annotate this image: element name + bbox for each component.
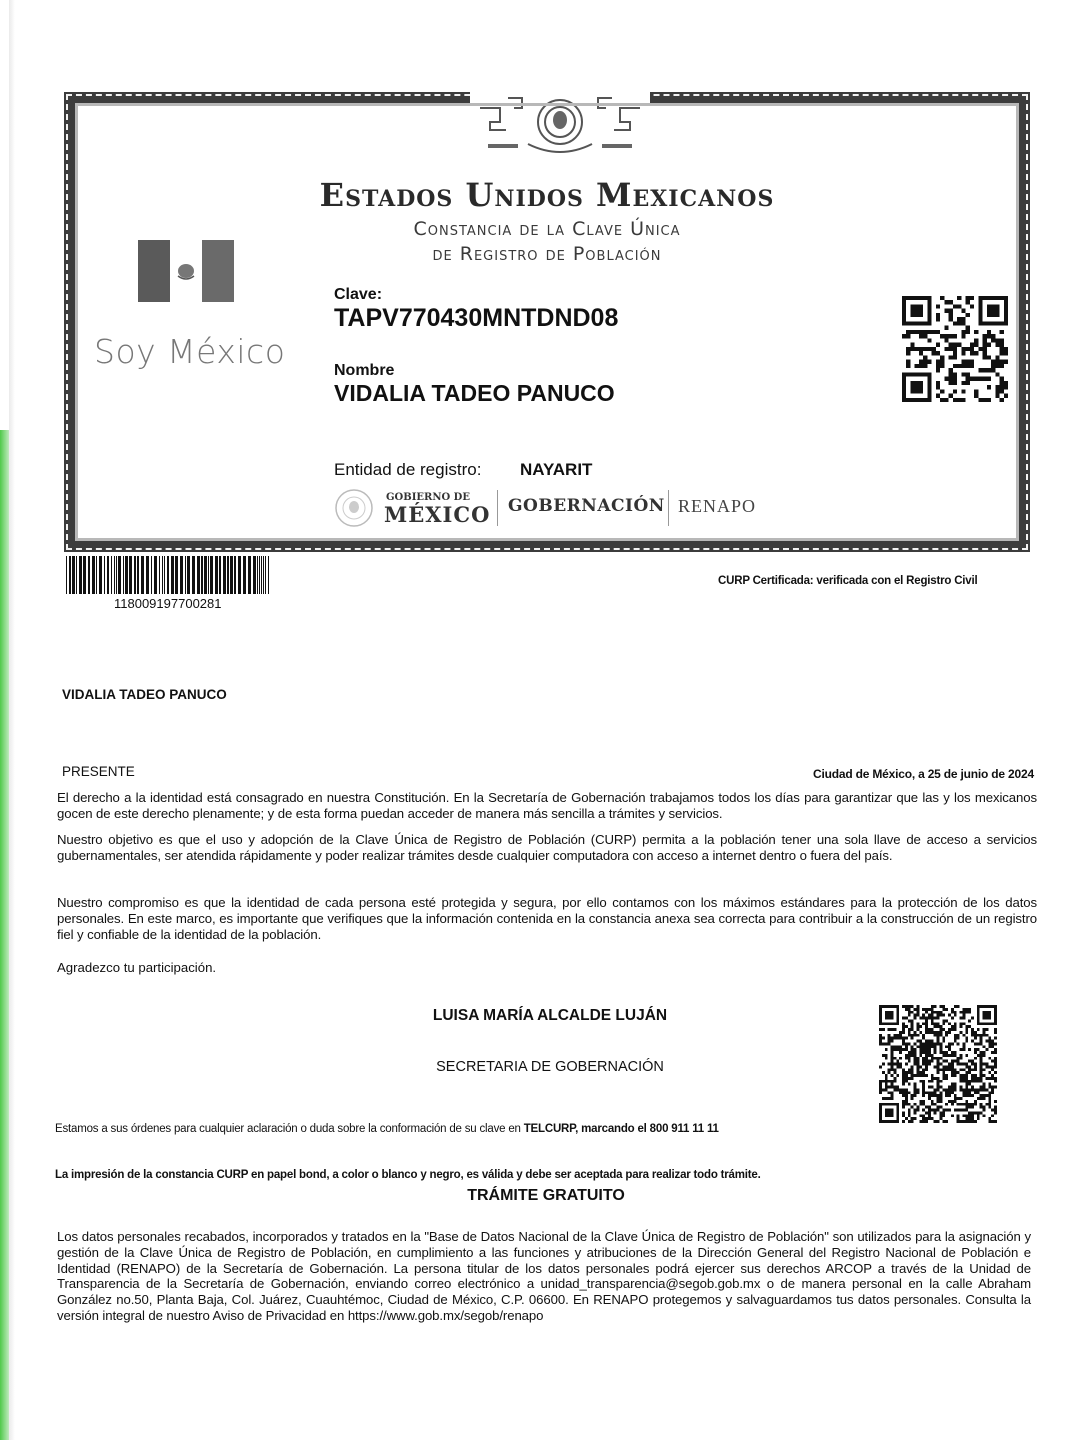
entidad-label: Entidad de registro: <box>334 460 482 479</box>
gobernacion-logo: GOBERNACIÓN <box>508 496 665 516</box>
national-crest-icon <box>470 88 650 162</box>
clave-label: Clave: <box>334 286 383 303</box>
entidad-value: NAYARIT <box>520 460 593 479</box>
letter-paragraph-3: Nuestro compromiso es que la identidad de cada persona esté protegida y segura, por ello contamos con los máximos estándares para la protección de los datos personales. En este marco, es importante que verifiques que la información contenida en la constancia anexa sea correcta para contribuir a la construcción de un registro fiel y confiable de la identidad de la población. <box>57 895 1037 942</box>
country-title: Estados Unidos Mexicanos <box>319 176 775 214</box>
certificada-note: CURP Certificada: verificada con el Registro Civil <box>718 575 978 587</box>
logo-divider <box>497 490 498 526</box>
tramite-gratuito: TRÁMITE GRATUITO <box>467 1187 625 1204</box>
green-edge <box>0 430 9 1440</box>
impresion-notice: La impresión de la constancia CURP en papel bond, a color o blanco y negro, es válida y debe ser aceptada para realizar todo trámite. <box>55 1169 761 1181</box>
gobierno-de-text: GOBIERNO DE <box>386 492 470 503</box>
qr-code-icon <box>902 296 1008 402</box>
letter-paragraph-2: Nuestro objetivo es que el uso y adopción de la Clave Única de Registro de Población (CURP) permita a la población tener una sola llave de acceso a servicios gubernamentales, ser atendida rápidamente y poder realizar trámites desde cualquier computadora con acceso a internet dentro o fuera del país. <box>57 832 1037 863</box>
certificate-subtitle-line1: Constancia de la Clave Única <box>413 218 681 240</box>
qr-code-icon <box>879 1005 997 1123</box>
letter-paragraph-1: El derecho a la identidad está consagrado en nuestra Constitución. En la Secretaría de Gobernación trabajamos todos los días para garantizar que las y los mexicanos gocen de este derecho plenamente; y de esta forma puedan acceder de manera más sencilla a trámites y servicios. <box>57 790 1037 821</box>
government-seal-icon <box>334 488 374 528</box>
telcurp-contact <box>55 1123 719 1135</box>
renapo-logo: RENAPO <box>678 496 757 516</box>
recipient-name: VIDALIA TADEO PANUCO <box>62 687 227 702</box>
privacy-notice: Los datos personales recabados, incorporados y tratados en la "Base de Datos Nacional de la Clave Única de Registro de Población" son utilizados para la asignación y gestión de la Clave Única de Registro de Población, en cumplimiento a las funciones y atribuciones de la Dirección General del Registro Nacional de Población e Identidad (RENAPO) de la Secretaría de Gobernación. La persona titular de los datos personales podrá ejercer sus derechos ARCOP a través de la Unidad de Transparencia de la Secretaría de Gobernación, enviando correo electrónico a unidad_transparencia@segob.gob.mx o de manera personal en la calle Abraham González no.50, Planta Baja, Col. Juárez, Cuauhtémoc, Ciudad de México, C.P. 06600. En RENAPO protegemos y salvaguardamos tus datos personales. Consulta la versión integral de nuestro Aviso de Privacidad en https://www.gob.mx/segob/renapo <box>57 1229 1031 1323</box>
signer-name: LUISA MARÍA ALCALDE LUJÁN <box>432 1007 668 1024</box>
certificate-subtitle-line2: de Registro de Población <box>432 243 662 265</box>
mexican-flag-icon <box>138 240 234 302</box>
clave-value: TAPV770430MNTDND08 <box>334 304 619 332</box>
telcurp-phone: TELCURP, marcando el 800 911 11 11 <box>523 1123 719 1135</box>
letter-closing: Agradezco tu participación. <box>57 960 217 975</box>
nombre-value: VIDALIA TADEO PANUCO <box>334 380 615 406</box>
government-logos <box>334 486 794 528</box>
telcurp-text: Estamos a sus órdenes para cualquier aclaración o duda sobre la conformación de su clave en <box>55 1123 524 1135</box>
barcode-number: 118009197700281 <box>114 596 222 611</box>
presente-label: PRESENTE <box>62 764 135 779</box>
page-edge-shadow <box>9 0 15 1440</box>
barcode-icon <box>66 556 272 594</box>
logo-divider <box>668 490 669 526</box>
letter-date: Ciudad de México, a 25 de junio de 2024 <box>813 767 1034 781</box>
mexico-text: MÉXICO <box>384 502 491 527</box>
nombre-label: Nombre <box>334 362 395 379</box>
soy-mexico-slogan: Soy México <box>94 332 286 371</box>
signer-title: SECRETARIA DE GOBERNACIÓN <box>436 1059 664 1075</box>
curp-certificate <box>64 92 1030 552</box>
